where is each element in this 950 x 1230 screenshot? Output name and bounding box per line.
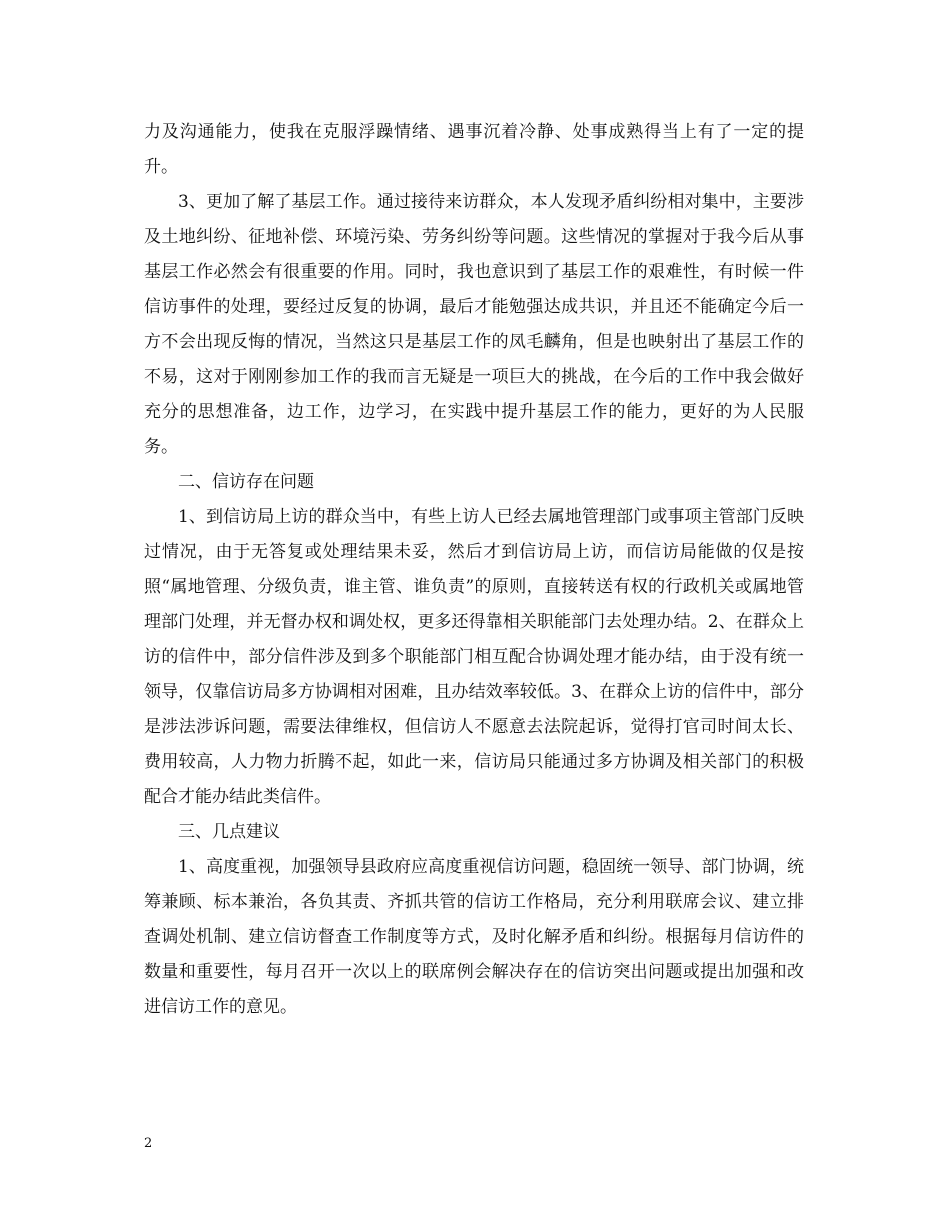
paragraph-suggestion-1: 1、高度重视，加强领导县政府应高度重视信访问题，稳固统一领导、部门协调，统筹兼顾、标本兼治，各负其责、齐抓共管的信访工作格局，充分利用联席会议、建立排查调处机制、建立信访督查工作制度等方式，及时化解矛盾和纠纷。根据每月信访件的数量和重要性，每月召开一次以上的联席例会解决存在的信访突出问题或提出加强和改进信访工作的意见。 xyxy=(144,857,804,1017)
paragraph-item-3-grassroots-work: 3、更加了解了基层工作。通过接待来访群众，本人发现矛盾纠纷相对集中，主要涉及土地纠纷、征地补偿、环境污染、劳务纠纷等问题。这些情况的掌握对于我今后从事基层工作必然会有很重要的作用。同时，我也意识到了基层工作的艰难性，有时候一件信访事件的处理，要经过反复的协调，最后才能勉强达成共识，并且还不能确定今后一方不会出现反悔的情况，当然这只是基层工作的凤毛麟角，但是也映射出了基层工作的不易，这对于刚刚参加工作的我而言无疑是一项巨大的挑战，在今后的工作中我会做好充分的思想准备，边工作，边学习，在实践中提升基层工作的能力，更好的为人民服务。 xyxy=(144,192,804,457)
paragraph-continuation: 力及沟通能力，使我在克服浮躁情绪、遇事沉着冷静、处事成熟得当上有了一定的提升。 xyxy=(144,122,804,177)
document-body xyxy=(144,115,804,1025)
section-heading-problems: 二、信访存在问题 xyxy=(178,472,314,492)
section-heading-suggestions: 三、几点建议 xyxy=(178,822,280,842)
paragraph-problems: 1、到信访局上访的群众当中，有些上访人已经去属地管理部门或事项主管部门反映过情况，由于无答复或处理结果未妥，然后才到信访局上访，而信访局能做的仅是按照“属地管理、分级负责，谁主管、谁负责”的原则，直接转送有权的行政机关或属地管理部门处理，并无督办权和调处权，更多还得靠相关职能部门去处理办结。2、在群众上访的信件中，部分信件涉及到多个职能部门相互配合协调处理才能办结，由于没有统一领导，仅靠信访局多方协调相对困难，且办结效率较低。3、在群众上访的信件中，部分是涉法涉诉问题，需要法律维权，但信访人不愿意去法院起诉，觉得打官司时间太长、费用较高，人力物力折腾不起，如此一来，信访局只能通过多方协调及相关部门的积极配合才能办结此类信件。 xyxy=(144,507,804,807)
page-number: 2 xyxy=(144,1136,153,1151)
